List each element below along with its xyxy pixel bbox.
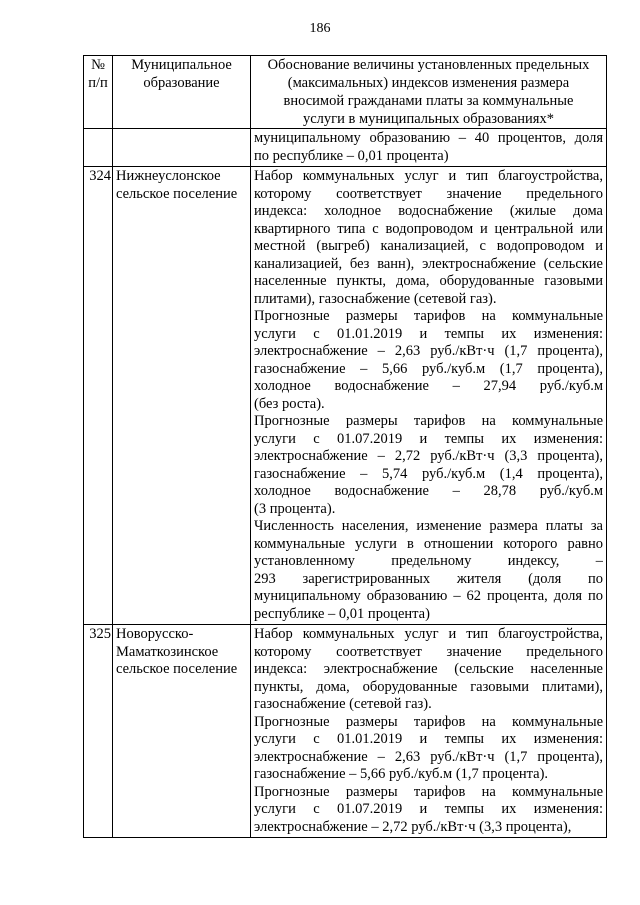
justification-text-line: установленному предельному индексу, – [254,553,603,569]
justification-text-line: пункты, дома, оборудованные газовыми плитами), [254,678,603,695]
justification-text-line: Прогнозные размеры тарифов на коммунальные [254,308,603,324]
header-justification-line: услуги в муниципальных образованиях* [303,111,554,127]
justification-text-line: электроснабжение – 2,63 руб./кВт·ч (1,7 процента), [254,748,603,765]
justification-text-line: Прогнозные размеры тарифов на коммунальные [254,783,603,800]
header-justification [251,56,607,129]
tariff-table [83,55,607,838]
justification-text-line: услуги с 01.07.2019 и темпы их изменения: [254,430,603,447]
municipality-cell [113,129,251,167]
justification-text-line: плитами), газоснабжение (сетевой газ). [254,290,497,307]
justification-text-line: муниципальному образованию – 62 процента, доля по [254,588,603,604]
justification-cell [251,167,607,625]
justification-text-line: муниципальному образованию – 40 процентов, доля [254,130,603,146]
header-justification-line: вносимой гражданами платы за коммунальные [283,93,574,109]
municipality-name-line: Новорусско- [116,626,194,642]
row-number [84,129,113,167]
justification-text-line: (без роста). [254,395,325,412]
justification-text-line: услуги с 01.01.2019 и темпы их изменения: [254,731,603,747]
justification-text-line: газоснабжение (сетевой газ). [254,696,432,712]
page-number: 186 [309,21,331,36]
justification-text-line: газоснабжение – 5,66 руб./куб.м (1,7 процента). [254,766,549,782]
header-municipality-line: образование [143,75,220,91]
header-justification-line: (максимальных) индексов изменения размера [287,75,570,91]
row-number [84,625,113,838]
justification-text-line: населенные пункты, дома, оборудованные газовыми [254,273,603,289]
justification-text-line: канализацией, без ванн), электроснабжение (сельские [254,255,603,272]
justification-text-line: электроснабжение – 2,63 руб./кВт·ч (1,7 процента), [254,343,603,359]
justification-text-line: холодное водоснабжение – 28,78 руб./куб.м [254,483,603,499]
row-number-text: 324 [89,168,111,184]
municipality-cell [113,167,251,625]
justification-text-line: Прогнозные размеры тарифов на коммунальные [254,713,603,730]
justification-cell [251,625,607,838]
justification-text-line: республике – 0,01 процента) [254,605,430,622]
header-justification-line: Обоснование величины установленных предельных [267,57,590,73]
justification-text-line: 293 зарегистрированных жителя (доля по [254,570,603,587]
justification-text-line: которому соответствует значение предельного [254,185,603,202]
row-number [84,167,113,625]
municipality-cell [113,625,251,838]
justification-text-line: Набор коммунальных услуг и тип благоустройства, [254,626,603,642]
header-municipality-line: Муниципальное [131,57,232,73]
header-number-line: № [91,57,105,73]
justification-text-line: газоснабжение – 5,74 руб./куб.м (1,4 процента), [254,465,603,482]
justification-text-line: индекса: электроснабжение (сельские населенные [254,661,603,677]
table-row [84,625,607,838]
justification-text-line: коммунальные услуги в отношении которого равно [254,535,603,552]
justification-text-line: Численность населения, изменение размера платы за [254,518,603,534]
row-number-text: 325 [89,626,111,642]
justification-text-line: Прогнозные размеры тарифов на коммунальные [254,413,603,429]
justification-text-line: индекса: холодное водоснабжение (жилые дома [254,203,603,219]
justification-text-line: Набор коммунальных услуг и тип благоустройства, [254,168,603,184]
municipality-name-line: сельское поселение [116,185,238,202]
table-row [84,129,607,167]
justification-text-line: квартирного типа с водопроводом и центральной или [254,220,603,237]
justification-text-line: услуги с 01.01.2019 и темпы их изменения: [254,325,603,342]
municipality-name-line: Маматкозинское [116,643,219,660]
header-number-line: п/п [88,75,108,91]
justification-text-line: электроснабжение – 2,72 руб./кВт·ч (3,3 процента), [254,448,603,464]
justification-text-line: газоснабжение – 5,66 руб./куб.м (1,7 процента), [254,360,603,377]
header-number [84,56,113,129]
justification-text-line: (3 процента). [254,500,336,517]
justification-text-line: которому соответствует значение предельного [254,643,603,660]
justification-text-line: холодное водоснабжение – 27,94 руб./куб.м [254,378,603,394]
justification-cell [251,129,607,167]
header-municipality [113,56,251,129]
justification-text-line: электроснабжение – 2,72 руб./кВт·ч (3,3 процента), [254,818,572,835]
municipality-name-line: Нижнеуслонское [116,168,221,184]
justification-text-line: по республике – 0,01 процента) [254,147,449,164]
table-header-row [84,56,607,129]
table-row [84,167,607,625]
row-number-text [84,129,111,131]
municipality-name-line: сельское поселение [116,661,238,677]
justification-text-line: услуги с 01.07.2019 и темпы их изменения: [254,801,603,817]
justification-text-line: местной (выгреб) канализацией, с водопроводом и [254,238,603,254]
